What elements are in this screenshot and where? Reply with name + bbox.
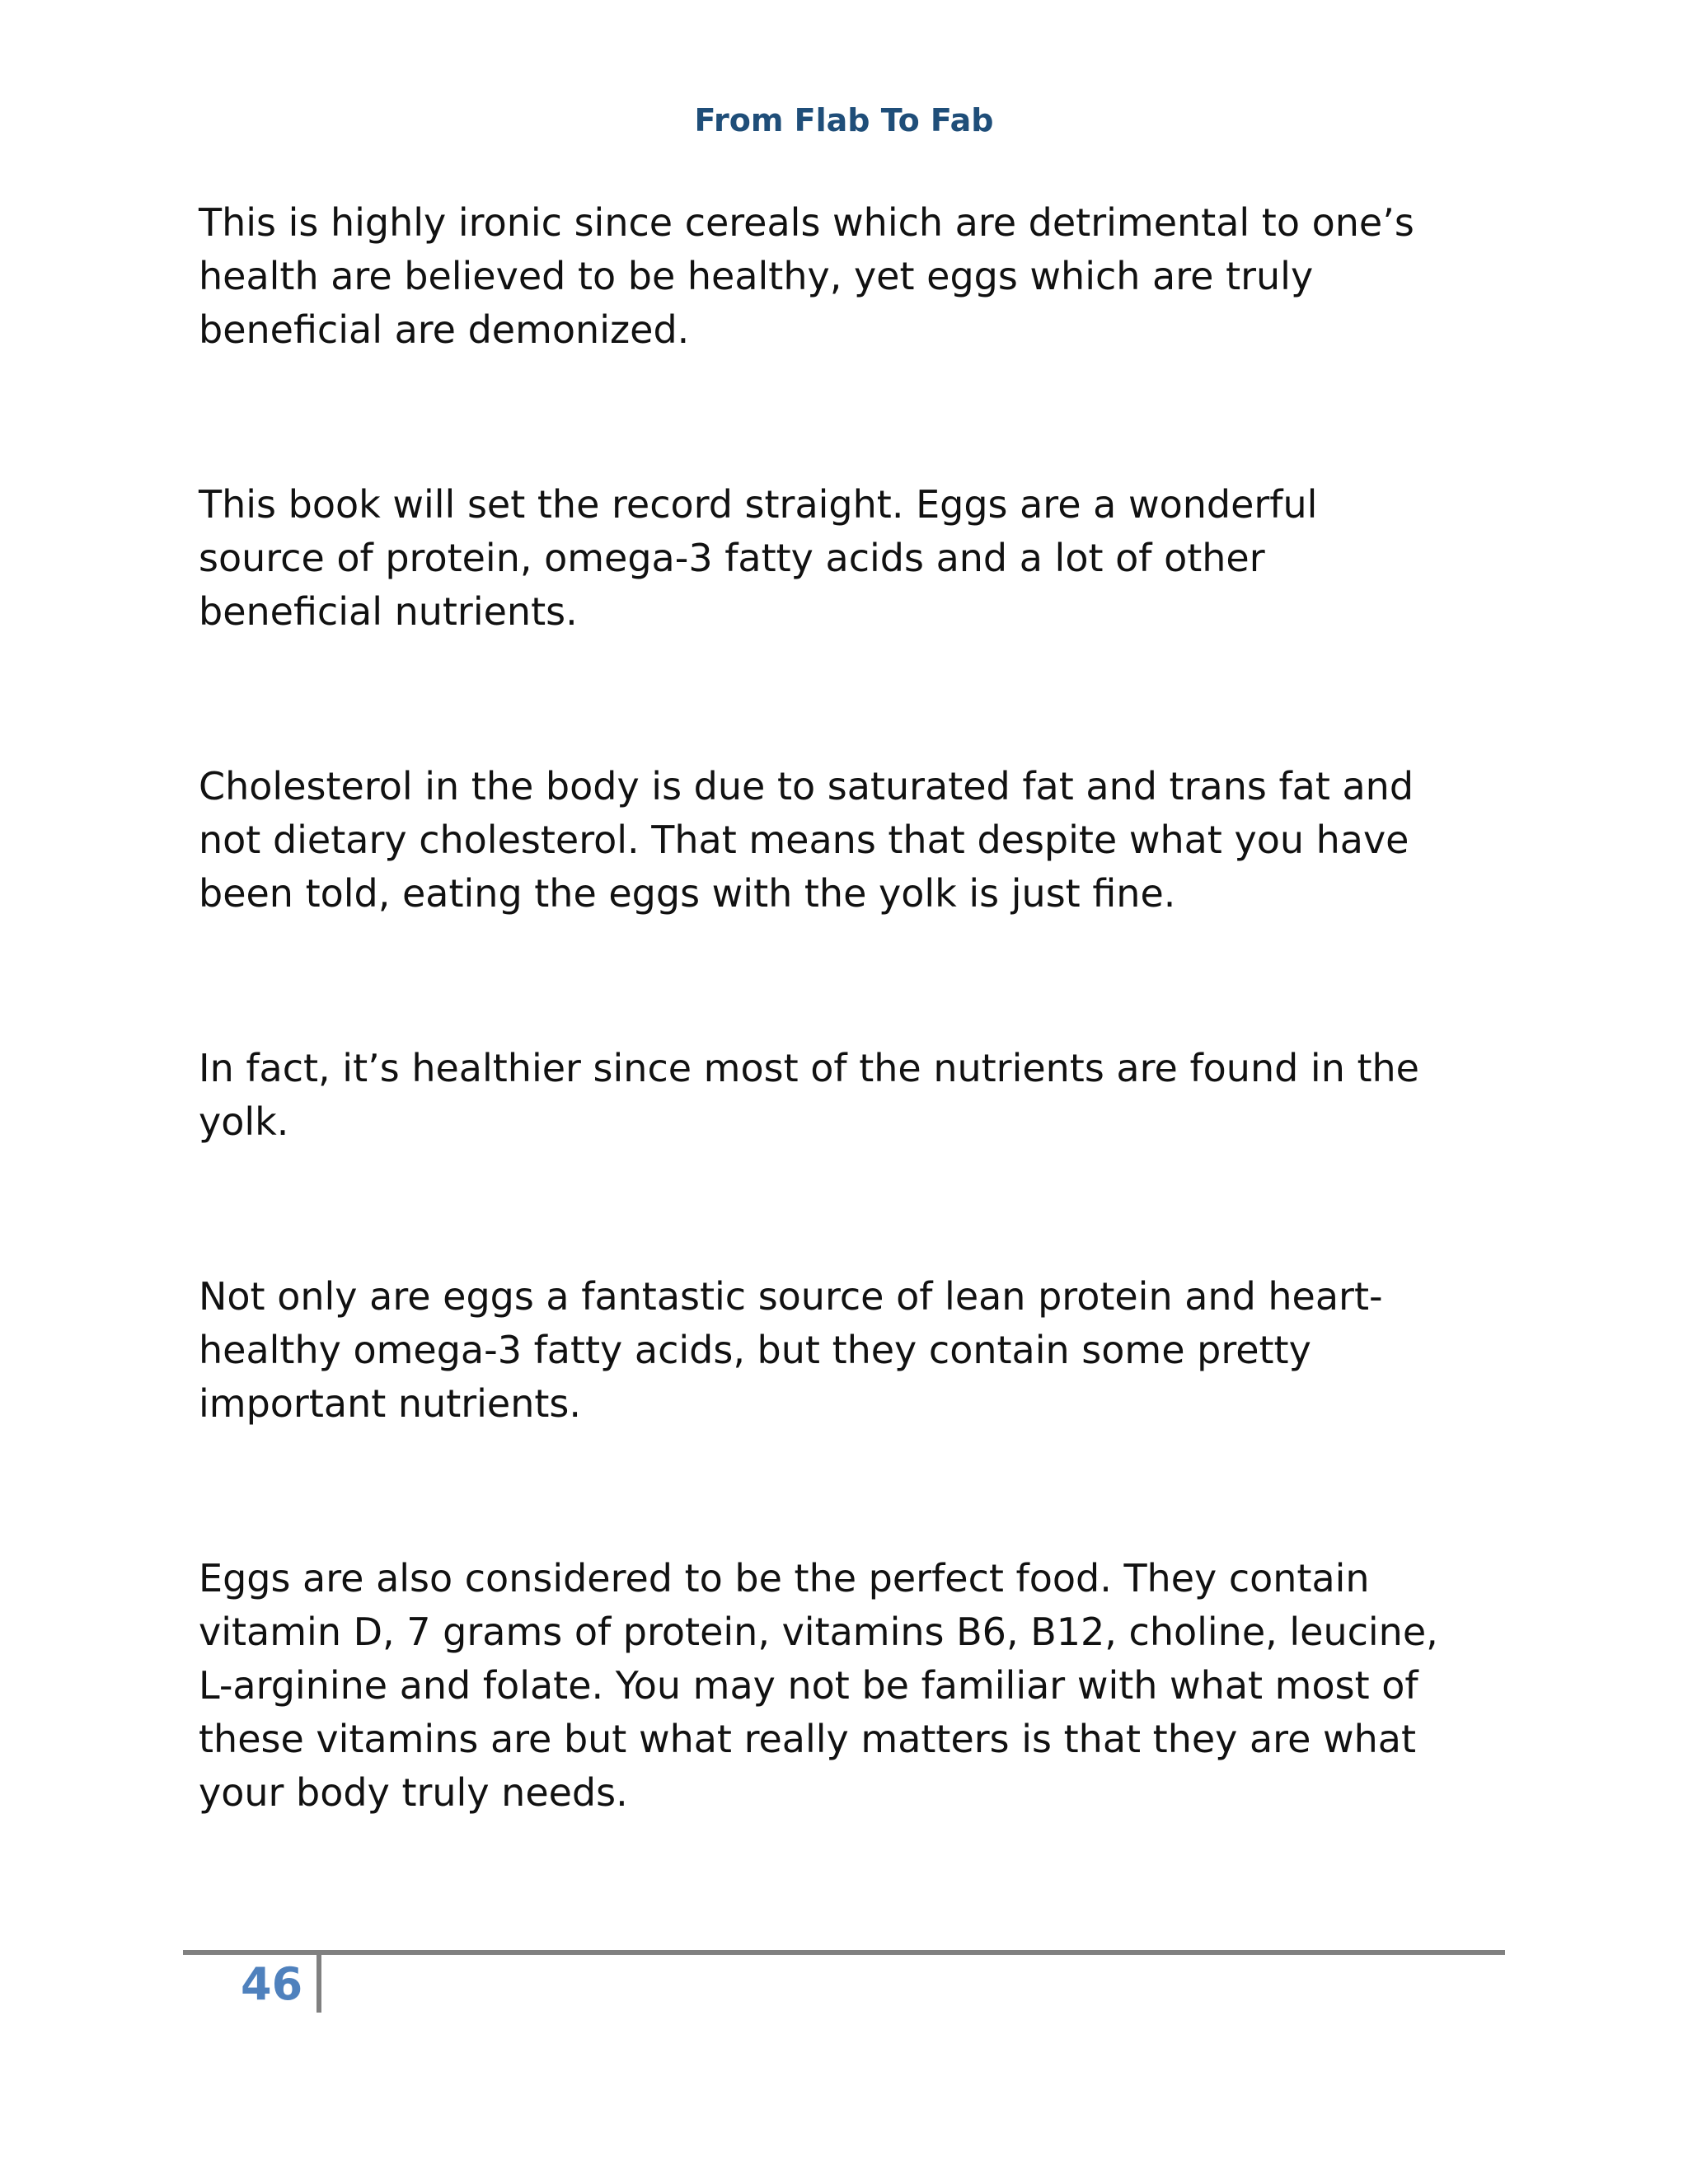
paragraph-3: Cholesterol in the body is due to saturated fat and trans fat and not dietary cholesterol. That means that despite what you have been told, eating the eggs with the yolk is just fine. [199, 764, 1414, 916]
paragraph-4: In fact, it’s healthier since most of the nutrients are found in the yolk. [199, 1046, 1419, 1144]
footer-rule [183, 1950, 1505, 1955]
running-header-title: From Flab To Fab [694, 102, 994, 138]
paragraph-6: Eggs are also considered to be the perfect food. They contain vitamin D, 7 grams of protein, vitamins B6, B12, choline, leucine, L-arginine and folate. You may not be familiar with what most of these vitamins are but what really matters is that they are what your body truly needs. [199, 1556, 1438, 1815]
page-number-divider [316, 1953, 321, 2013]
paragraph-5: Not only are eggs a fantastic source of lean protein and heart- healthy omega-3 fatty acids, but they contain some pretty important nutrients. [199, 1274, 1383, 1426]
body-text [199, 196, 1484, 1820]
paragraph-2: This book will set the record straight. Eggs are a wonderful source of protein, omega-3 fatty acids and a lot of other beneficial nutrients. [199, 482, 1318, 634]
page-number: 46 [241, 1958, 303, 2010]
paragraph-1: This is highly ironic since cereals which are detrimental to one’s health are believed to be healthy, yet eggs which are truly beneficial are demonized. [199, 200, 1414, 352]
